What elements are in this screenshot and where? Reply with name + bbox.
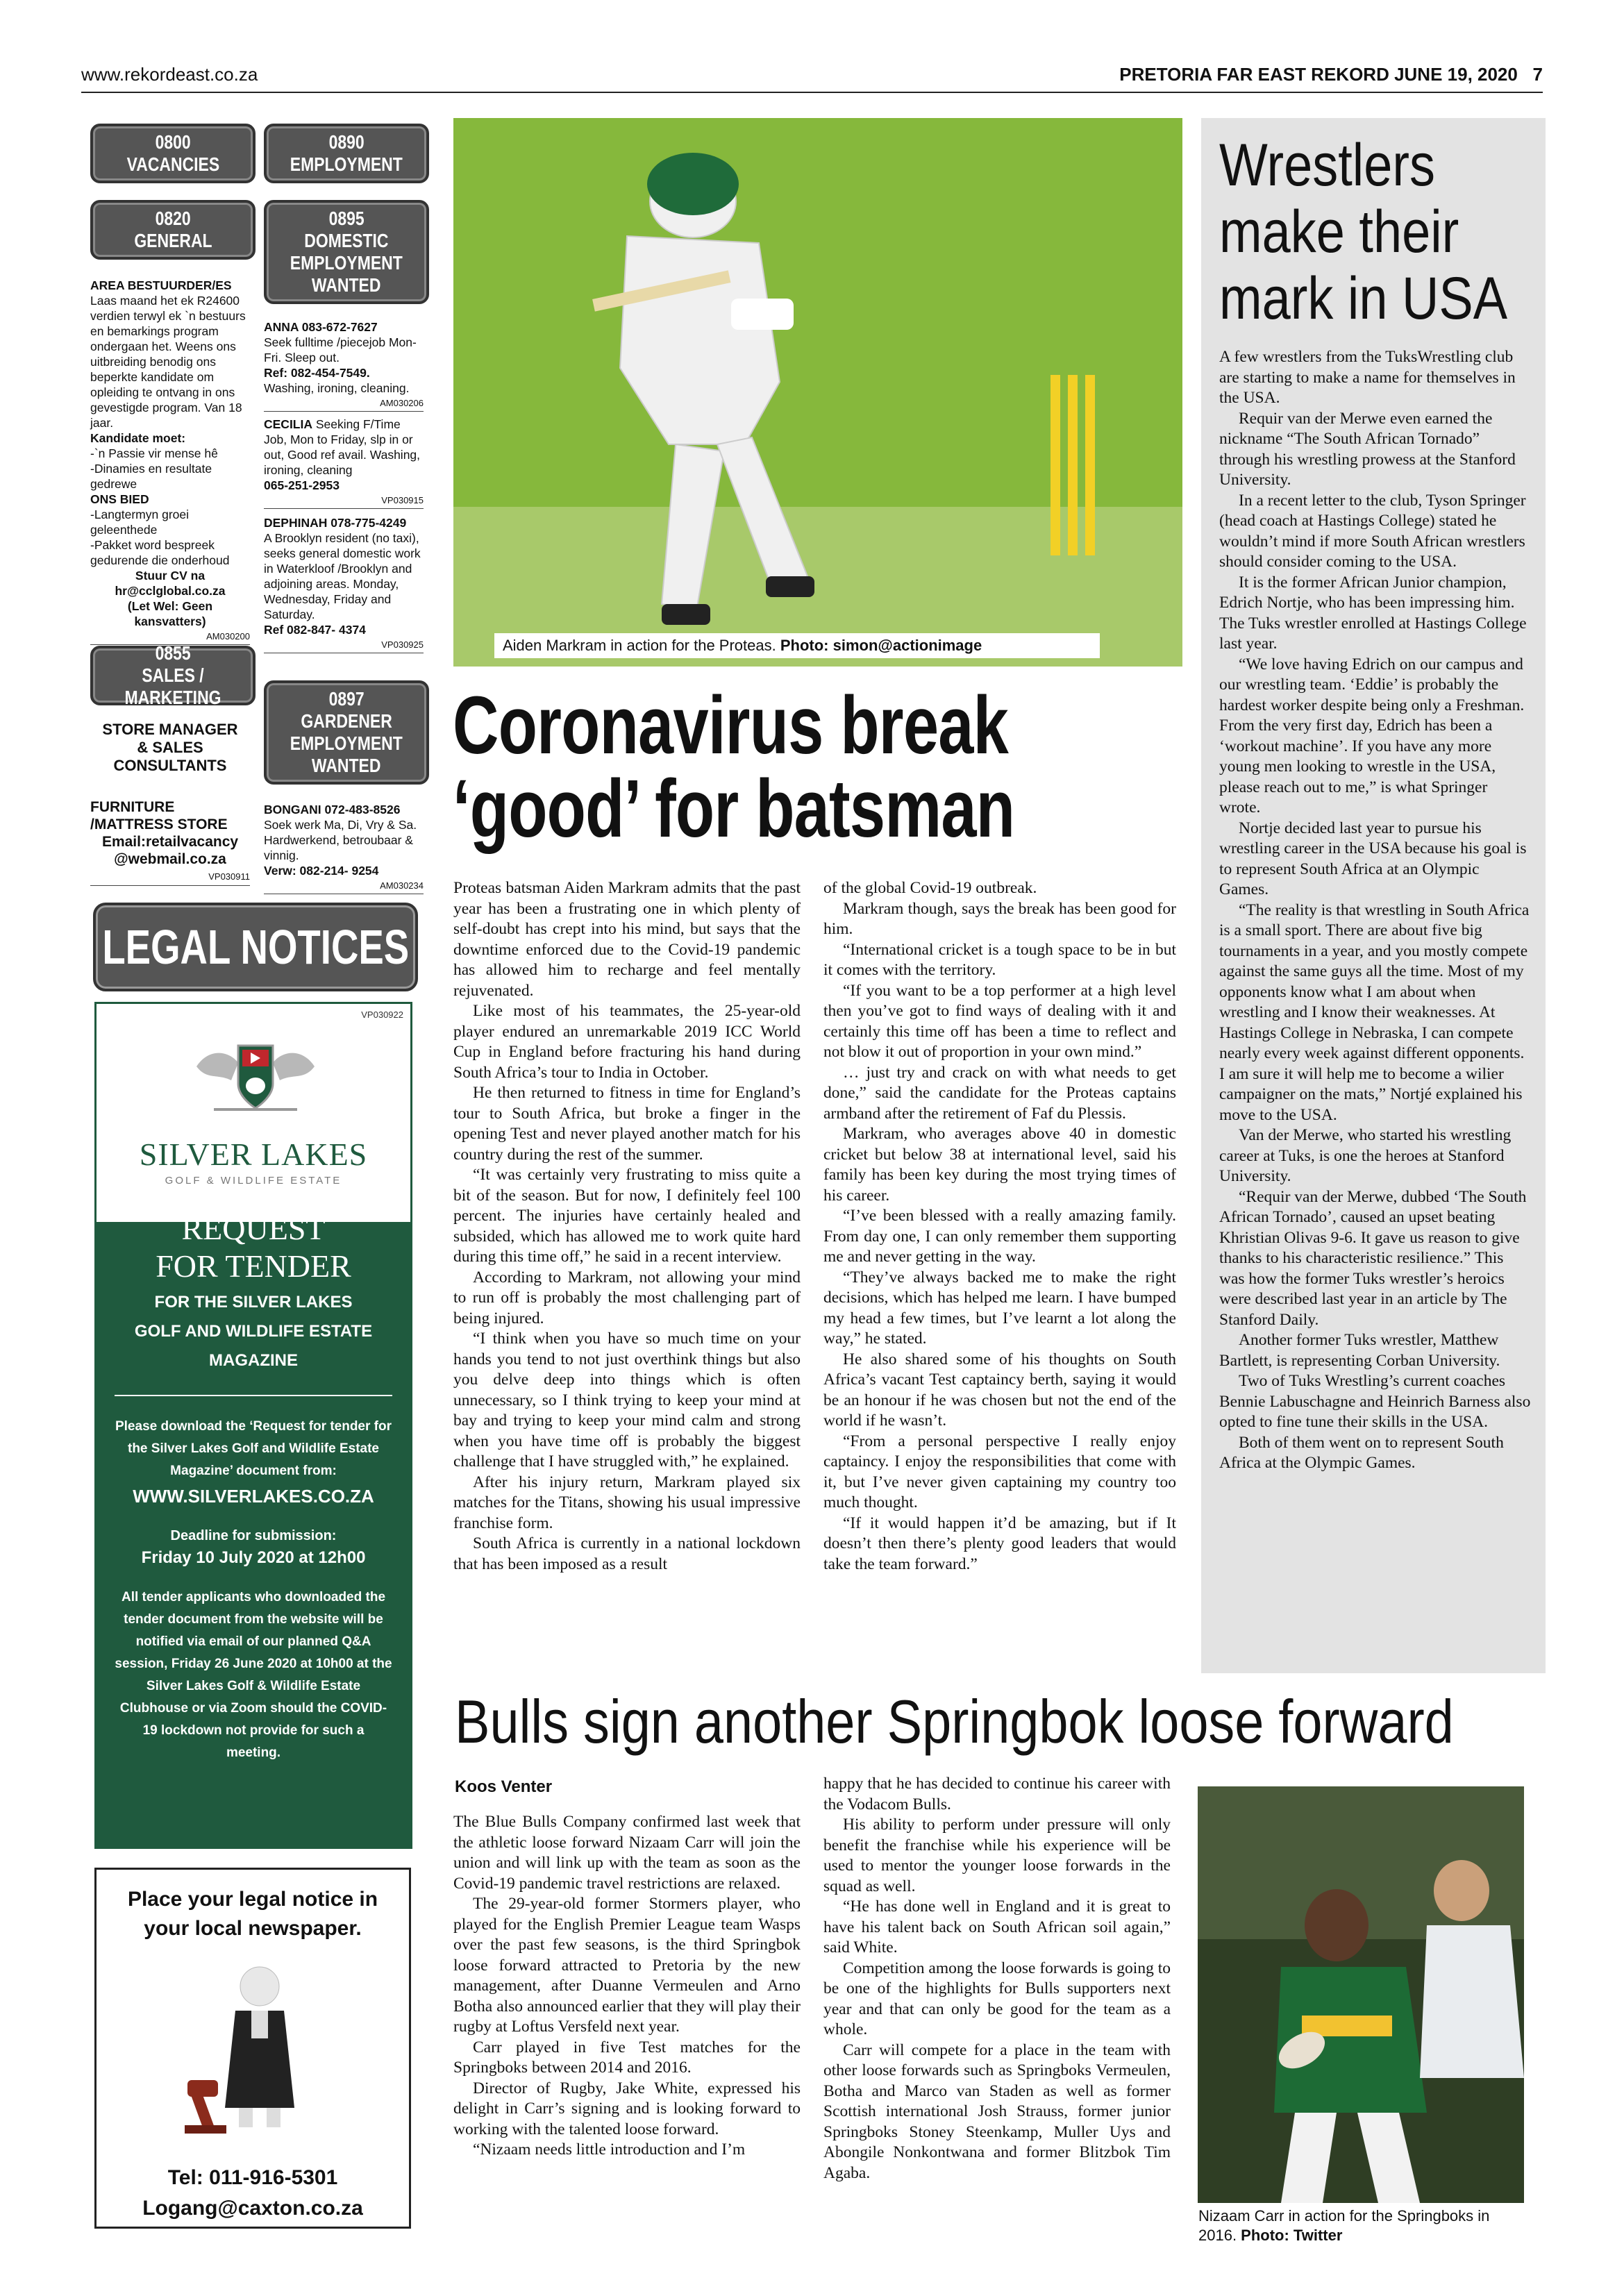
byline: Koos Venter bbox=[455, 1777, 553, 1796]
category-number: 0820 bbox=[155, 208, 191, 229]
paragraph: of the global Covid-19 outbreak. bbox=[823, 879, 1037, 897]
ad-line: (Let Wel: Geen kansvatters) bbox=[127, 599, 213, 628]
cricket-photo bbox=[453, 118, 1182, 667]
paragraph: “From a personal perspective I really enjoy captaincy. I enjoy the responsibilities that come with it, but I’ve never given captaining my country too much thought. bbox=[823, 1432, 1176, 1511]
ad-headline: your local newspaper. bbox=[144, 1917, 362, 1940]
ad-line: STORE MANAGER bbox=[102, 721, 238, 738]
headline-line: mark in USA bbox=[1219, 265, 1508, 332]
ad-line: Washing, ironing, cleaning. bbox=[264, 381, 410, 395]
tender-instructions: Please download the ‘Request for tender for the Silver Lakes Golf and Wildlife Estate Magazine’ document from: bbox=[115, 1419, 392, 1478]
paragraph: In a recent letter to the club, Tyson Springer (head coach at Hastings College) stated he wouldn’t mind if more South African wrestlers should consider coming to the USA. bbox=[1219, 491, 1526, 571]
tender-subheading: MAGAZINE bbox=[209, 1351, 298, 1370]
paragraph: Competition among the loose forwards is going to be one of the highlights for Bulls supporters next year and that can only be good for the team as a whole. bbox=[823, 1959, 1171, 2038]
ad-headline: Place your legal notice in bbox=[127, 1888, 378, 1911]
wrestlers-sidebar bbox=[1201, 118, 1546, 1673]
paragraph: “It was certainly very frustrating to miss quite a bit of the season. But for now, I definitely feel 100 percent. The injuries have certainly healed and subsided, which has allowed me to work quite hard during this time off,” he said in a recent interview. bbox=[453, 1166, 801, 1266]
tender-notice: All tender applicants who downloaded the tender document from the website will be notified via email of our planned Q&A session, Friday 26 June 2020 at 10h00 at the Silver Lakes Golf & Wildlife Estate Clubhouse or via Zoom should the COVID-19 lockdown not provide for such a meeting. bbox=[115, 1590, 392, 1760]
category-label: DOMESTIC bbox=[304, 230, 389, 251]
caption-text: Nizaam Carr in action for the Springboks in 2016. bbox=[1198, 2207, 1490, 2244]
category-0895 bbox=[264, 200, 429, 304]
ad-title: DEPHINAH 078-775-4249 bbox=[264, 516, 407, 530]
ad-email[interactable]: @webmail.co.za bbox=[114, 851, 226, 867]
ad-line: & SALES bbox=[137, 739, 203, 756]
ad-ref: VP030925 bbox=[264, 637, 424, 653]
ad-phone: Ref 082-847- 4374 bbox=[264, 623, 366, 637]
ad-subtitle: Kandidate moet: bbox=[90, 431, 186, 445]
ad-line: FURNITURE bbox=[90, 799, 175, 815]
category-0890 bbox=[264, 124, 429, 183]
main-headline bbox=[453, 680, 1189, 855]
paragraph: A few wrestlers from the TuksWrestling club are starting to make a name for themselves in the USA. bbox=[1219, 348, 1516, 407]
category-label: EMPLOYMENT bbox=[290, 252, 403, 274]
paragraph: South Africa is currently in a national lockdown that has been imposed as a result bbox=[453, 1534, 801, 1573]
paragraph: Carr played in five Test matches for the Springboks between 2014 and 2016. bbox=[453, 2038, 801, 2077]
ad-title: BONGANI 072-483-8526 bbox=[264, 803, 401, 816]
paragraph: He then returned to fitness in time for England’s tour to South Africa, but broke a finger in the opening Test and never played another match for his country during the rest of the summer. bbox=[453, 1084, 801, 1164]
paragraph: “I think when you have so much time on your hands you tend to not just overthink things but also you delve deep into things which is often unnecessary, so I think trying to keep your mind at bay and trying to keep your mind calm and strong when you have time off is probably the biggest challenge that I have struggled with,” he explained. bbox=[453, 1330, 801, 1470]
paragraph: Markram though, says the break has been good for him. bbox=[823, 899, 1176, 938]
tender-subheading: FOR THE SILVER LAKES bbox=[154, 1293, 353, 1312]
paragraph: Director of Rugby, Jake White, expressed his delight in Carr’s signing and is looking forward to working with the talented loose forward. bbox=[453, 2079, 801, 2138]
category-label: SALES / MARKETING bbox=[124, 664, 221, 708]
bongani-ad bbox=[264, 802, 424, 894]
category-0897 bbox=[264, 680, 429, 785]
headline-line: Wrestlers bbox=[1219, 132, 1435, 199]
paragraph: “International cricket is a tough space to be in but it comes with the territory. bbox=[823, 940, 1176, 979]
store-manager-ad bbox=[90, 721, 250, 775]
ad-line: -Pakket word bespreek gedurende die onderhoud bbox=[90, 538, 230, 567]
rugby-caption bbox=[1198, 2206, 1525, 2245]
paragraph: Two of Tuks Wrestling’s current coaches Bennie Labuschagne and Heinrich Barness also opted to fine tune their skills in the USA. bbox=[1219, 1372, 1531, 1431]
category-label: EMPLOYMENT bbox=[290, 732, 403, 754]
ad-body: Soek werk Ma, Di, Vry & Sa. Hardwerkend, betroubaar & vinnig. bbox=[264, 818, 417, 862]
headline-line: make their bbox=[1219, 199, 1459, 265]
headline-line: Coronavirus break bbox=[453, 680, 1009, 771]
deadline-label: Deadline for submission: bbox=[170, 1528, 337, 1543]
tender-url[interactable]: WWW.SILVERLAKES.CO.ZA bbox=[133, 1486, 374, 1507]
ad-phone: Verw: 082-214- 9254 bbox=[264, 864, 379, 878]
ad-ref: AM030206 bbox=[264, 396, 424, 412]
dephinah-ad bbox=[264, 515, 424, 653]
bulls-column-2 bbox=[823, 1774, 1171, 2184]
cecilia-ad bbox=[264, 417, 424, 509]
ad-ref: VP030911 bbox=[90, 868, 250, 886]
ad-ref: AM030200 bbox=[90, 629, 250, 645]
category-0800 bbox=[90, 124, 256, 183]
paragraph: Both of them went on to represent South Africa at the Olympic Games. bbox=[1219, 1433, 1504, 1472]
publication-line bbox=[1119, 64, 1543, 85]
ad-body: Seek fulltime /piecejob Mon-Fri. Sleep out. bbox=[264, 335, 417, 364]
paragraph: happy that he has decided to continue his career with the Vodacom Bulls. bbox=[823, 1775, 1171, 1813]
bulls-headline: Bulls sign another Springbok loose forward bbox=[455, 1687, 1454, 1756]
batsman-illustration bbox=[453, 118, 1182, 667]
paragraph: The Blue Bulls Company confirmed last week that the athletic loose forward Nizaam Carr will join the union and will link up with the team as soon as the Covid-19 pandemic travel restrictions are relaxed. bbox=[453, 1813, 801, 1893]
paragraph: “Nizaam needs little introduction and I’m bbox=[473, 2140, 746, 2159]
category-0855 bbox=[90, 642, 256, 708]
category-number: 0895 bbox=[328, 208, 365, 229]
paragraph: Another former Tuks wrestler, Matthew Bartlett, is representing Corban University. bbox=[1219, 1331, 1500, 1370]
ad-ref: VP030915 bbox=[264, 493, 424, 509]
paragraph: “He has done well in England and it is great to have his talent back on South African soil again,” said White. bbox=[823, 1897, 1171, 1956]
publication-name: PRETORIA FAR EAST REKORD JUNE 19, 2020 bbox=[1119, 64, 1518, 85]
ad-phone: Ref: 082-454-7549. bbox=[264, 366, 370, 380]
paragraph: Proteas batsman Aiden Markram admits that the past year has been a frustrating one in which plenty of self-doubt has crept into his mind, but says that the downtime enforced due to the Covid-19 pandemic has allowed him to recharge and feel mentally rejuvenated. bbox=[453, 879, 801, 1000]
paragraph: “Requir van der Merwe, dubbed ‘The South African Tornado’, caused an upset beating Khristian Olivas 9-6. It gave us reason to give thanks to his characteristic resilience.” This was how the former Tuks wrestler’s heroics were described last year in an article by The Stanford Daily. bbox=[1219, 1187, 1527, 1329]
ad-email[interactable]: hr@cclglobal.co.za bbox=[115, 584, 226, 598]
category-label: GENERAL bbox=[133, 230, 212, 251]
judge-gavel-icon bbox=[183, 1959, 322, 2139]
ad-title: ANNA 083-672-7627 bbox=[264, 320, 378, 334]
photo-credit: Photo: simon@actionimage bbox=[780, 637, 982, 654]
ad-subtitle: ONS BIED bbox=[90, 492, 149, 506]
paragraph: “If you want to be a top performer at a high level then you’ve got to find ways of dealing with it and certainly this time off has been a time to reflect and not blow it out of proportion in your own mind.” bbox=[823, 981, 1176, 1061]
category-label: GARDENER bbox=[301, 710, 392, 732]
caption-text: Aiden Markram in action for the Proteas. bbox=[503, 637, 780, 654]
tender-heading: FOR TENDER bbox=[156, 1248, 351, 1284]
paragraph: Markram, who averages above 40 in domestic cricket but below 38 at international level, said his family has been key during the most trying times of his career. bbox=[823, 1125, 1176, 1205]
paragraph: Van der Merwe, who started his wrestling career at Tuks, is one the heroes at Stanford University. bbox=[1219, 1126, 1512, 1185]
ad-phone: Tel: 011-916-5301 bbox=[167, 2166, 338, 2189]
area-manager-ad bbox=[90, 278, 250, 645]
article-column-1 bbox=[453, 878, 801, 1575]
ad-ref: VP030922 bbox=[361, 1009, 403, 1020]
bulls-column-1 bbox=[453, 1812, 801, 2161]
category-label: VACANCIES bbox=[126, 153, 219, 175]
legal-notices-banner: LEGAL NOTICES bbox=[93, 903, 418, 991]
header-rule bbox=[81, 92, 1543, 93]
ad-email[interactable]: Logang@caxton.co.za bbox=[142, 2197, 363, 2220]
category-0820 bbox=[90, 200, 256, 260]
ad-line: -Dinamies en resultate gedrewe bbox=[90, 462, 212, 491]
furniture-store-ad bbox=[90, 798, 250, 886]
tender-heading: REQUEST bbox=[181, 1211, 326, 1246]
ad-email[interactable]: Email:retailvacancy bbox=[101, 834, 239, 850]
ad-body: Seeking F/Time Job, Mon to Friday, slp in or out, Good ref avail. Washing, ironing, cleaning bbox=[264, 417, 421, 477]
headline-line: ‘good’ for batsman bbox=[453, 763, 1015, 855]
ad-title: AREA BESTUURDER/ES bbox=[90, 278, 232, 292]
tender-logo-panel bbox=[94, 1002, 412, 1224]
paragraph: “I’ve been blessed with a really amazing family. From day one, I can only remember them supporting me and never getting in the way. bbox=[823, 1207, 1176, 1266]
paragraph: It is the former African Junior champion, Edrich Nortje, who has been impressing him. The Tuks wrestler enrolled at Hastings College last year. bbox=[1219, 573, 1527, 653]
paragraph: “We love having Edrich on our campus and our wrestling team. ‘Eddie’ is probably the hardest worker despite being only a Freshman. From the very first day, Edrich has been a ‘workout machine’. If you have any more young men looking to wrestle in the USA, please reach out to me,” is what Springer wrote. bbox=[1219, 655, 1525, 816]
ad-body: A Brooklyn resident (no taxi), seeks general domestic work in Waterkloof /Brooklyn and adjoining areas. Monday, Wednesday, Friday and Saturday. bbox=[264, 531, 421, 621]
divider bbox=[115, 1395, 392, 1396]
paragraph: According to Markram, not allowing your mind to run off is probably the most challenging part of being injured. bbox=[453, 1268, 801, 1327]
brand-subtitle: GOLF & WILDLIFE ESTATE bbox=[165, 1175, 342, 1187]
place-notice-ad bbox=[94, 1868, 411, 2229]
ad-line: -`n Passie vir mense hê bbox=[90, 446, 218, 460]
ad-ref: AM030234 bbox=[264, 878, 424, 894]
silver-lakes-crest-icon bbox=[190, 1032, 321, 1122]
tender-ad bbox=[94, 1002, 412, 1849]
paragraph: “The reality is that wrestling in South Africa is a small sport. There are about five big tournaments in a year, and you mostly compete against the same guys all the time. Most of my opponents know what I am about when wrestling and I know their weaknesses. At Hastings College in Nebraska, I can compete nearly every week against different opponents. I am sure it will help me to become a wilier campaigner on the mats,” Nortjé explained his move to the USA. bbox=[1219, 900, 1530, 1124]
ad-line: CONSULTANTS bbox=[113, 757, 227, 774]
tender-subheading: GOLF AND WILDLIFE ESTATE bbox=[134, 1322, 373, 1341]
paragraph: “They’ve always backed me to make the right decisions, which has helped me learn. I have bumped my head a few times, but I’ve learnt a lot along the way,” he stated. bbox=[823, 1268, 1176, 1348]
paragraph: … just try and crack on with what needs to get done,” said the candidate for the Proteas captains armband after the retirement of Faf du Plessis. bbox=[823, 1063, 1176, 1123]
category-label: WANTED bbox=[312, 274, 381, 296]
paragraph: His ability to perform under pressure will only benefit the franchise while his experience will be used to mentor the younger loose forwards in the squad as well. bbox=[823, 1816, 1171, 1895]
category-label: EMPLOYMENT bbox=[290, 153, 403, 175]
ad-line: -Langtermyn groei geleenthede bbox=[90, 508, 190, 537]
website-url: www.rekordeast.co.za bbox=[81, 64, 258, 85]
category-label: WANTED bbox=[312, 755, 381, 776]
photo-caption bbox=[494, 633, 1100, 658]
rugby-player-illustration bbox=[1198, 1786, 1524, 2203]
photo-credit: Photo: Twitter bbox=[1241, 2227, 1343, 2244]
brand-name: SILVER LAKES bbox=[139, 1137, 368, 1172]
paragraph: “If it would happen it’d be amazing, but if It doesn’t then there’s plenty good leaders that would take the team forward.” bbox=[823, 1514, 1176, 1573]
paragraph: He also shared some of his thoughts on South Africa’s vacant Test captaincy berth, saying it would be an honour if he was chosen but not the end of the world if he wasn’t. bbox=[823, 1350, 1176, 1430]
category-number: 0897 bbox=[328, 688, 365, 710]
ad-body: Laas maand het ek R24600 verdien terwyl ek `n bestuurs en bemarkings program ondergaan het. Weens ons uitbreiding benodig ons beperkte kandidate om opleiding te ontvang in ons gevestigde program. Van 18 jaar. bbox=[90, 294, 246, 430]
paragraph: The 29-year-old former Stormers player, who played for the English Premier League team Wasps over the past few seasons, is the third Springbok loose forward attracted to Pretoria by the new management, after Duanne Vermeulen and Arno Botha also announced earlier that they will play their rugby at Loftus Versfeld next year. bbox=[453, 1895, 801, 2036]
article-column-2 bbox=[823, 878, 1176, 1575]
ad-phone: 065-251-2953 bbox=[264, 478, 340, 492]
sidebar-body bbox=[1219, 347, 1532, 1474]
ad-line: Stuur CV na bbox=[135, 569, 206, 583]
paragraph: Requir van der Merwe even earned the nickname “The South African Tornado” through his wrestling prowess at the Stanford University. bbox=[1219, 409, 1516, 489]
paragraph: Nortje decided last year to pursue his wrestling career in the USA because his goal is to represent South Africa at an Olympic Games. bbox=[1219, 819, 1527, 898]
page-number: 7 bbox=[1532, 64, 1543, 85]
paragraph: After his injury return, Markram played six matches for the Titans, showing his usual impressive franchise form. bbox=[453, 1473, 801, 1532]
ad-line: /MATTRESS STORE bbox=[90, 816, 228, 832]
category-number: 0855 bbox=[155, 642, 191, 664]
category-number: 0800 bbox=[155, 131, 191, 153]
anna-ad bbox=[264, 319, 424, 412]
paragraph: Carr will compete for a place in the team with other loose forwards such as Springboks Vermeulen, Botha and Marco van Staden as well as former Scottish international Josh Strauss, former junior Springboks Stoney Steenkamp, Muller Uys and Abongile Nonkontwana and former Blitzbok Tim Agaba. bbox=[823, 2041, 1171, 2182]
sidebar-headline bbox=[1219, 132, 1546, 332]
rugby-photo bbox=[1198, 1786, 1524, 2203]
ad-title: CECILIA bbox=[264, 417, 312, 431]
paragraph: Like most of his teammates, the 25-year-old player endured an unremarkable 2019 ICC World Cup in England before fracturing his hand during South Africa’s tour to India in October. bbox=[453, 1002, 801, 1082]
category-number: 0890 bbox=[328, 131, 365, 153]
deadline-value: Friday 10 July 2020 at 12h00 bbox=[141, 1548, 366, 1567]
